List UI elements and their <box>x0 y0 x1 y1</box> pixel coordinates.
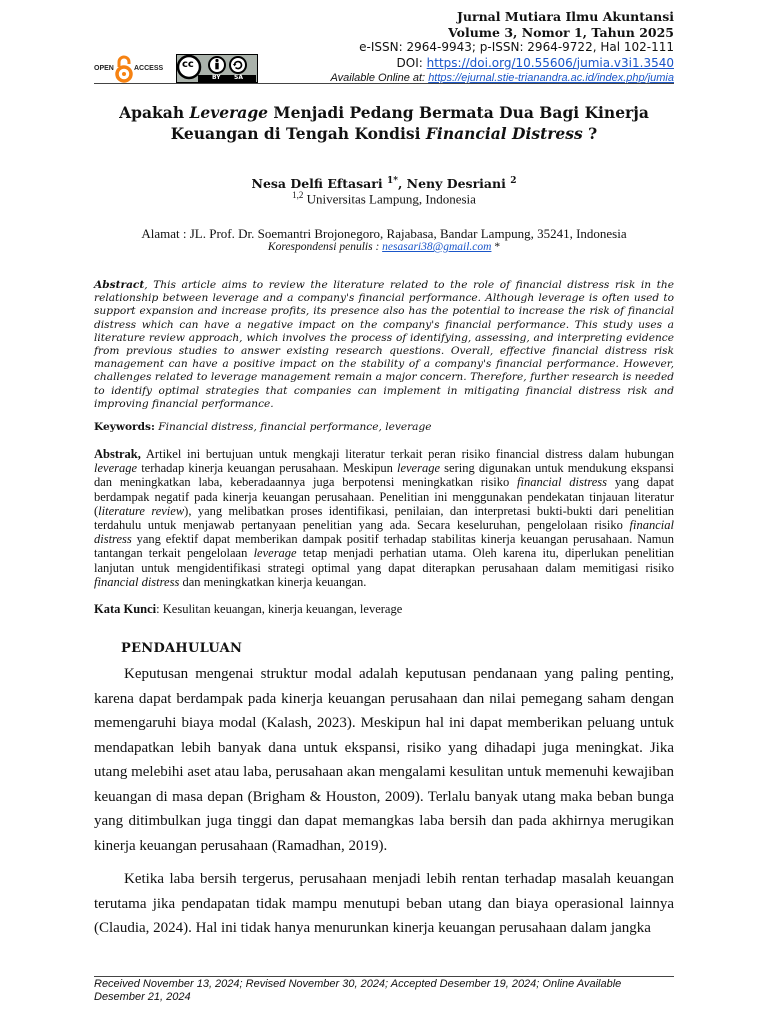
abstract-label: Abstract <box>94 279 145 291</box>
abstract-english <box>94 279 674 411</box>
cc-label: cc <box>182 59 194 70</box>
keywords-english: Keywords: Financial distress, financial performance, leverage <box>94 421 432 433</box>
header-divider <box>94 83 674 84</box>
journal-volume: Volume 3, Nomor 1, Tahun 2025 <box>448 24 674 40</box>
journal-header <box>331 9 674 87</box>
section-heading: PENDAHULUAN <box>121 641 243 656</box>
keywords-indonesian: Kata Kunci: Kesulitan keuangan, kinerja keuangan, leverage <box>94 602 403 616</box>
paragraph-1: Keputusan mengenai struktur modal adalah keputusan pendanaan yang paling penting, karena dapat berdampak pada kinerja keuangan perusahaan dan nilai pemegang saham dengan memengaruhi biaya modal (Kalash, 2023). Meskipun hal ini dapat memberikan peluang untuk mendapatkan lebih banyak dana untuk ekspansi, risiko yang dihadapi juga meningkat. Jika utang melebihi aset atau laba, perusahaan akan mengalami kesulitan untuk memenuhi kewajiban keuangan di masa depan (Brigham & Houston, 2009). Terlalu banyak utang maka beban bunga yang ditimbulkan juga tinggi dan dapat memangkas laba bersih dan pada akhirnya merugikan kinerja keuangan perusahaan (Ramadhan, 2019). <box>94 666 674 854</box>
cc-by-sa-badge <box>176 54 258 83</box>
doi-line <box>331 56 674 72</box>
footer-divider <box>94 976 674 977</box>
affiliation: $^{1,2}$ Universitas Lampung, Indonesia <box>292 190 476 207</box>
abstract-indonesian: Abstrak, Artikel ini bertujuan untuk mengkaji literatur terkait peran risiko financial distress dalam hubungan leverage terhadap kinerja keuangan perusahaan. Meskipun leverage sering digunakan untuk mendukung ekspansi dan meningkatkan laba, keberadaannya juga berpotensi meningkatkan risiko financial distress yang dapat berdampak negatif pada kinerja keuangan perusahaan. Penelitian ini menggunakan pendekatan tinjauan literatur (literature review), yang melibatkan proses identifikasi, penilaian, dan interpretasi bukti-bukti dari penelitian terdahulu untuk menjawab pertanyaan penelitian yang ada. Secara keseluruhan, pengelolaan risiko financial distress yang efektif dapat memberikan dampak positif terhadap stabilitas kinerja keuangan perusahaan. Namun tantangan terkait pengelolaan leverage tetap menjadi perhatian utama. Oleh karena itu, diperlukan penelitian lanjutan untuk mengidentifikasi strategi optimal yang dapat diterapkan perusahaan dalam memitigasi risiko financial distress dan meningkatkan kinerja keuangan. <box>94 447 674 589</box>
by-label: BY <box>212 74 221 81</box>
journal-name: Jurnal Mutiara Ilmu Akuntansi <box>456 9 674 24</box>
open-label: OPEN <box>94 65 114 72</box>
sa-icon <box>230 57 246 73</box>
abstract-text: , This article aims to review the literature related to the role of financial distress risk in the relationship between leverage and a company's financial performance. Although leverage is often used to support expansion and increase profits, its presence also has the potential to increase the risk of financial distress which can have a negative impact on the company's financial performance. This study uses a literature review approach, which involves the process of identifying, assessing, and interpreting evidence from previous studies to answer existing research questions. Overall, effective financial distress risk management can have a positive impact on the stability of a company's financial performance. However, challenges related to leverage management remain a major concern. Therefore, further research is needed to identify optimal strategies that companies can implement in mitigating financial distress risk and improving financial performance. <box>94 279 674 410</box>
article-title: Apakah Leverage Menjadi Pedang Bermata Dua Bagi Kinerja Keuangan di Tengah Kondisi Financial Distress ? <box>119 103 649 143</box>
access-label: ACCESS <box>134 65 164 72</box>
doi-link[interactable]: https://doi.org/10.55606/jumia.v3i1.3540 <box>426 55 674 70</box>
doi-label: DOI: <box>396 55 423 70</box>
online-label: Available Online at: <box>330 72 426 84</box>
journal-url-link[interactable]: https://ejurnal.stie-trianandra.ac.id/index.php/jumia <box>428 72 674 84</box>
open-access-logo <box>94 55 172 83</box>
correspondence: Korespondensi penulis : nesasari38@gmail.com * <box>267 241 501 253</box>
online-line <box>331 71 674 87</box>
email-link[interactable]: nesasari38@gmail.com <box>382 241 492 253</box>
journal-issn: e-ISSN: 2964-9943; p-ISSN: 2964-9722, Hal 102-111 <box>359 40 674 54</box>
footer-dates: Received November 13, 2024; Revised November 30, 2024; Accepted Desember 19, 2024; Online Available Desember 21, 2024 <box>94 978 622 1003</box>
sa-label: SA <box>234 74 243 81</box>
paragraph-2: Ketika laba bersih tergerus, perusahaan menjadi lebih rentan terhadap masalah keuangan terutama jika pendapatan tidak mampu menutupi beban utang dan biaya operasional lainnya (Claudia, 2024). Hal ini tidak hanya menurunkan kinerja keuangan perusahaan dalam jangka <box>94 871 674 936</box>
open-lock-icon <box>115 55 133 83</box>
author-list: Nesa Delfi Eftasari $^{1*}$, Neny Desriani $^2$ <box>251 176 517 192</box>
address: Alamat : JL. Prof. Dr. Soemantri Brojonegoro, Rajabasa, Bandar Lampung, 35241, Indonesia <box>141 226 627 241</box>
